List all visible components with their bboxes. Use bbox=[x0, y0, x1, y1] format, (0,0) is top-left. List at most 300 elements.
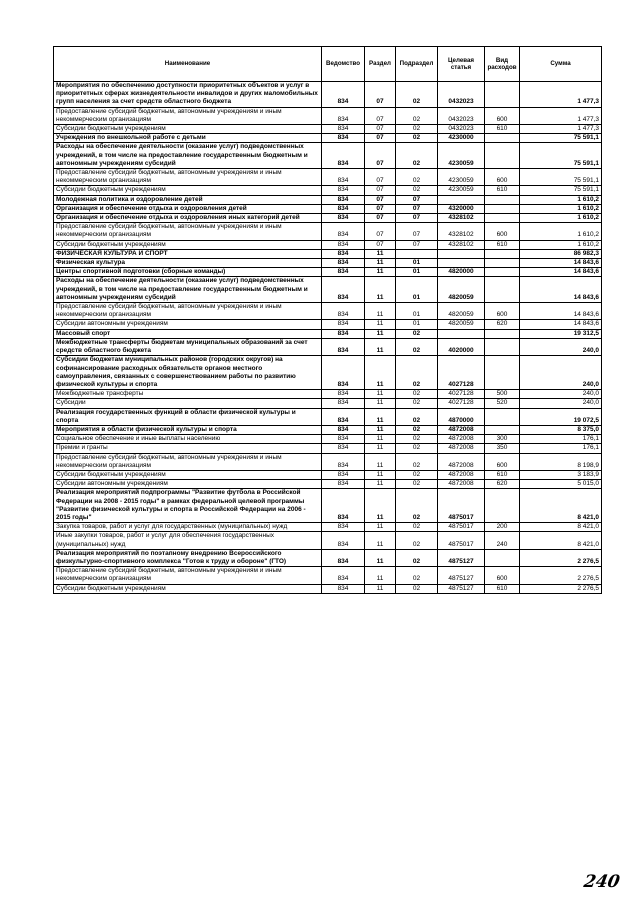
cell-dept: 834 bbox=[322, 489, 365, 523]
cell-dept: 834 bbox=[322, 549, 365, 566]
cell-target: 0432023 bbox=[438, 125, 485, 134]
cell-dept: 834 bbox=[322, 249, 365, 258]
cell-subsection: 07 bbox=[396, 214, 438, 223]
table-row bbox=[54, 444, 602, 453]
cell-target: 4027128 bbox=[438, 399, 485, 408]
cell-name: Мероприятия по обеспечению доступности приоритетных объектов и услуг в приоритетных сферах жизнедеятельности инвалидов и других маломобильных групп населения за счет средств областного бюджета bbox=[54, 82, 322, 108]
cell-name: Реализация мероприятий по поэтапному внедрению Всероссийского физкультурно-спортивного комплекса "Готов к труду и обороне" (ГТО) bbox=[54, 549, 322, 566]
cell-subsection: 02 bbox=[396, 567, 438, 584]
table-row bbox=[54, 303, 602, 320]
cell-exptype: 610 bbox=[485, 584, 520, 593]
cell-amount: 240,0 bbox=[520, 356, 602, 390]
table-row bbox=[54, 195, 602, 204]
cell-dept: 834 bbox=[322, 444, 365, 453]
cell-amount: 8 421,0 bbox=[520, 523, 602, 532]
cell-dept: 834 bbox=[322, 268, 365, 277]
cell-subsection: 02 bbox=[396, 134, 438, 143]
cell-target: 4230000 bbox=[438, 134, 485, 143]
cell-dept: 834 bbox=[322, 390, 365, 399]
cell-exptype: 610 bbox=[485, 186, 520, 195]
cell-name: Межбюджетные трансферты bbox=[54, 390, 322, 399]
cell-amount: 75 591,1 bbox=[520, 143, 602, 169]
cell-amount: 75 591,1 bbox=[520, 169, 602, 186]
cell-target: 0432023 bbox=[438, 107, 485, 124]
table-row bbox=[54, 584, 602, 593]
cell-amount: 75 591,1 bbox=[520, 186, 602, 195]
table-row bbox=[54, 549, 602, 566]
cell-name: Субсидии автономным учреждениям bbox=[54, 320, 322, 329]
cell-target bbox=[438, 259, 485, 268]
cell-name: Предоставление субсидий бюджетным, автономным учреждениям и иным некоммерческим организациям bbox=[54, 169, 322, 186]
cell-subsection: 01 bbox=[396, 277, 438, 303]
cell-name: Учреждения по внешкольной работе с детьми bbox=[54, 134, 322, 143]
cell-name: Центры спортивной подготовки (сборные команды) bbox=[54, 268, 322, 277]
cell-amount: 240,0 bbox=[520, 399, 602, 408]
cell-exptype: 600 bbox=[485, 567, 520, 584]
cell-section: 11 bbox=[365, 549, 396, 566]
cell-exptype bbox=[485, 195, 520, 204]
table-row bbox=[54, 435, 602, 444]
cell-name: Мероприятия в области физической культуры и спорта bbox=[54, 425, 322, 434]
cell-exptype: 200 bbox=[485, 523, 520, 532]
cell-exptype: 300 bbox=[485, 435, 520, 444]
cell-amount: 2 276,5 bbox=[520, 584, 602, 593]
cell-dept: 834 bbox=[322, 453, 365, 470]
cell-subsection: 02 bbox=[396, 435, 438, 444]
table-row bbox=[54, 125, 602, 134]
cell-target: 4328102 bbox=[438, 214, 485, 223]
cell-amount: 19 312,5 bbox=[520, 329, 602, 338]
cell-amount: 3 183,9 bbox=[520, 470, 602, 479]
cell-amount: 8 421,0 bbox=[520, 489, 602, 523]
header-name: Наименование bbox=[54, 47, 322, 82]
cell-target bbox=[438, 249, 485, 258]
cell-subsection: 02 bbox=[396, 399, 438, 408]
cell-amount: 8 375,0 bbox=[520, 425, 602, 434]
cell-section: 07 bbox=[365, 125, 396, 134]
header-section: Раздел bbox=[365, 47, 396, 82]
cell-section: 11 bbox=[365, 435, 396, 444]
cell-dept: 834 bbox=[322, 204, 365, 213]
cell-target: 0432023 bbox=[438, 82, 485, 108]
cell-name: Субсидии автономным учреждениям bbox=[54, 480, 322, 489]
cell-dept: 834 bbox=[322, 356, 365, 390]
header-dept: Ведомство bbox=[322, 47, 365, 82]
cell-dept: 834 bbox=[322, 82, 365, 108]
page-number: 240 bbox=[582, 872, 622, 892]
cell-target: 4875127 bbox=[438, 567, 485, 584]
cell-target: 4820059 bbox=[438, 277, 485, 303]
cell-exptype: 610 bbox=[485, 470, 520, 479]
cell-dept: 834 bbox=[322, 584, 365, 593]
cell-dept: 834 bbox=[322, 169, 365, 186]
cell-amount: 8 421,0 bbox=[520, 532, 602, 549]
table-row bbox=[54, 169, 602, 186]
cell-exptype: 240 bbox=[485, 532, 520, 549]
cell-target: 4872008 bbox=[438, 480, 485, 489]
cell-target: 4820059 bbox=[438, 320, 485, 329]
cell-subsection: 02 bbox=[396, 523, 438, 532]
cell-target: 4872008 bbox=[438, 453, 485, 470]
cell-dept: 834 bbox=[322, 303, 365, 320]
cell-subsection: 02 bbox=[396, 329, 438, 338]
cell-exptype: 610 bbox=[485, 240, 520, 249]
cell-target bbox=[438, 195, 485, 204]
cell-subsection: 02 bbox=[396, 470, 438, 479]
cell-amount: 240,0 bbox=[520, 338, 602, 355]
cell-target: 4027128 bbox=[438, 390, 485, 399]
cell-exptype bbox=[485, 549, 520, 566]
cell-dept: 834 bbox=[322, 259, 365, 268]
cell-subsection: 02 bbox=[396, 356, 438, 390]
cell-target: 4320000 bbox=[438, 204, 485, 213]
cell-target bbox=[438, 329, 485, 338]
budget-table bbox=[53, 46, 602, 594]
cell-amount: 1 610,2 bbox=[520, 204, 602, 213]
cell-exptype bbox=[485, 425, 520, 434]
cell-exptype bbox=[485, 489, 520, 523]
cell-section: 07 bbox=[365, 195, 396, 204]
cell-exptype: 600 bbox=[485, 169, 520, 186]
cell-subsection: 02 bbox=[396, 82, 438, 108]
cell-target: 4872008 bbox=[438, 444, 485, 453]
cell-exptype: 350 bbox=[485, 444, 520, 453]
cell-subsection bbox=[396, 249, 438, 258]
cell-target: 4820059 bbox=[438, 303, 485, 320]
cell-subsection: 02 bbox=[396, 532, 438, 549]
cell-section: 11 bbox=[365, 480, 396, 489]
table-row bbox=[54, 480, 602, 489]
table-row bbox=[54, 470, 602, 479]
cell-amount: 1 477,3 bbox=[520, 125, 602, 134]
cell-subsection: 02 bbox=[396, 453, 438, 470]
cell-section: 11 bbox=[365, 356, 396, 390]
cell-name: Субсидии bbox=[54, 399, 322, 408]
cell-dept: 834 bbox=[322, 399, 365, 408]
cell-section: 07 bbox=[365, 143, 396, 169]
cell-amount: 176,1 bbox=[520, 444, 602, 453]
cell-target: 4872008 bbox=[438, 435, 485, 444]
cell-exptype bbox=[485, 82, 520, 108]
cell-subsection: 02 bbox=[396, 489, 438, 523]
table-row bbox=[54, 82, 602, 108]
cell-amount: 1 610,2 bbox=[520, 195, 602, 204]
header-row bbox=[54, 47, 602, 82]
cell-dept: 834 bbox=[322, 223, 365, 240]
cell-exptype: 520 bbox=[485, 399, 520, 408]
cell-exptype bbox=[485, 408, 520, 425]
table-row bbox=[54, 277, 602, 303]
table-row bbox=[54, 425, 602, 434]
cell-dept: 834 bbox=[322, 435, 365, 444]
cell-dept: 834 bbox=[322, 470, 365, 479]
cell-name: Реализация государственных функций в области физической культуры и спорта bbox=[54, 408, 322, 425]
cell-subsection: 02 bbox=[396, 480, 438, 489]
header-amount: Сумма bbox=[520, 47, 602, 82]
cell-subsection: 02 bbox=[396, 549, 438, 566]
cell-subsection: 02 bbox=[396, 125, 438, 134]
table-row bbox=[54, 532, 602, 549]
cell-name: Предоставление субсидий бюджетным, автономным учреждениям и иным некоммерческим организациям bbox=[54, 567, 322, 584]
header-target: Целевая статья bbox=[438, 47, 485, 82]
cell-exptype: 500 bbox=[485, 390, 520, 399]
cell-name: Социальное обеспечение и иные выплаты населению bbox=[54, 435, 322, 444]
table-row bbox=[54, 338, 602, 355]
cell-name: Расходы на обеспечение деятельности (оказание услуг) подведомственных учреждений, в том числе на предоставление государственным бюджетным и автономным учреждениям субсидий bbox=[54, 277, 322, 303]
cell-dept: 834 bbox=[322, 338, 365, 355]
cell-dept: 834 bbox=[322, 320, 365, 329]
cell-section: 11 bbox=[365, 249, 396, 258]
table-row bbox=[54, 408, 602, 425]
cell-subsection: 02 bbox=[396, 584, 438, 593]
cell-exptype bbox=[485, 143, 520, 169]
cell-amount: 2 276,5 bbox=[520, 567, 602, 584]
cell-section: 11 bbox=[365, 399, 396, 408]
cell-amount: 14 843,6 bbox=[520, 303, 602, 320]
cell-exptype bbox=[485, 277, 520, 303]
table-row bbox=[54, 143, 602, 169]
cell-subsection: 02 bbox=[396, 390, 438, 399]
cell-target: 4820000 bbox=[438, 268, 485, 277]
cell-name: Предоставление субсидий бюджетным, автономным учреждениям и иным некоммерческим организациям bbox=[54, 453, 322, 470]
cell-subsection: 07 bbox=[396, 204, 438, 213]
cell-subsection: 07 bbox=[396, 223, 438, 240]
table-row bbox=[54, 356, 602, 390]
cell-section: 11 bbox=[365, 259, 396, 268]
cell-subsection: 02 bbox=[396, 143, 438, 169]
cell-subsection: 02 bbox=[396, 107, 438, 124]
cell-exptype bbox=[485, 329, 520, 338]
cell-section: 11 bbox=[365, 453, 396, 470]
cell-target: 4872008 bbox=[438, 425, 485, 434]
cell-subsection: 01 bbox=[396, 259, 438, 268]
cell-section: 11 bbox=[365, 329, 396, 338]
cell-amount: 5 015,0 bbox=[520, 480, 602, 489]
cell-name: Субсидии бюджетным учреждениям bbox=[54, 240, 322, 249]
cell-name: Массовый спорт bbox=[54, 329, 322, 338]
cell-dept: 834 bbox=[322, 143, 365, 169]
cell-dept: 834 bbox=[322, 408, 365, 425]
table-row bbox=[54, 320, 602, 329]
cell-target: 4875017 bbox=[438, 489, 485, 523]
cell-subsection: 02 bbox=[396, 338, 438, 355]
cell-name: Иные закупки товаров, работ и услуг для обеспечения государственных (муниципальных) нужд bbox=[54, 532, 322, 549]
cell-subsection: 07 bbox=[396, 195, 438, 204]
cell-section: 11 bbox=[365, 338, 396, 355]
cell-exptype bbox=[485, 204, 520, 213]
cell-section: 11 bbox=[365, 268, 396, 277]
cell-amount: 75 591,1 bbox=[520, 134, 602, 143]
cell-name: Субсидии бюджетам муниципальных районов (городских округов) на софинансирование расходных обязательств органов местного самоуправления, связанных с совершенствованием работы по развитию физической культуры и спорта bbox=[54, 356, 322, 390]
cell-section: 07 bbox=[365, 204, 396, 213]
table-row bbox=[54, 240, 602, 249]
cell-dept: 834 bbox=[322, 567, 365, 584]
cell-dept: 834 bbox=[322, 134, 365, 143]
cell-exptype: 610 bbox=[485, 125, 520, 134]
cell-section: 11 bbox=[365, 567, 396, 584]
cell-amount: 14 843,6 bbox=[520, 320, 602, 329]
cell-subsection: 02 bbox=[396, 169, 438, 186]
cell-target: 4875127 bbox=[438, 584, 485, 593]
cell-section: 11 bbox=[365, 408, 396, 425]
cell-target: 4872008 bbox=[438, 470, 485, 479]
table-row bbox=[54, 204, 602, 213]
cell-dept: 834 bbox=[322, 277, 365, 303]
cell-dept: 834 bbox=[322, 523, 365, 532]
cell-amount: 8 198,9 bbox=[520, 453, 602, 470]
cell-section: 07 bbox=[365, 107, 396, 124]
cell-section: 11 bbox=[365, 532, 396, 549]
table-body bbox=[54, 82, 602, 594]
cell-dept: 834 bbox=[322, 532, 365, 549]
cell-target: 4870000 bbox=[438, 408, 485, 425]
cell-section: 07 bbox=[365, 169, 396, 186]
table-row bbox=[54, 134, 602, 143]
cell-target: 4875017 bbox=[438, 523, 485, 532]
cell-exptype: 600 bbox=[485, 303, 520, 320]
cell-target: 4230059 bbox=[438, 143, 485, 169]
cell-dept: 834 bbox=[322, 425, 365, 434]
cell-section: 11 bbox=[365, 523, 396, 532]
table-row bbox=[54, 489, 602, 523]
cell-dept: 834 bbox=[322, 329, 365, 338]
cell-name: Предоставление субсидий бюджетным, автономным учреждениям и иным некоммерческим организациям bbox=[54, 223, 322, 240]
cell-section: 07 bbox=[365, 186, 396, 195]
cell-amount: 1 610,2 bbox=[520, 240, 602, 249]
cell-amount: 14 843,6 bbox=[520, 259, 602, 268]
cell-target: 4230059 bbox=[438, 169, 485, 186]
cell-target: 4020000 bbox=[438, 338, 485, 355]
cell-subsection: 02 bbox=[396, 444, 438, 453]
table-row bbox=[54, 107, 602, 124]
table-row bbox=[54, 399, 602, 408]
cell-subsection: 01 bbox=[396, 320, 438, 329]
cell-subsection: 02 bbox=[396, 425, 438, 434]
cell-exptype: 600 bbox=[485, 107, 520, 124]
cell-name: Организация и обеспечение отдыха и оздоровления иных категорий детей bbox=[54, 214, 322, 223]
cell-dept: 834 bbox=[322, 125, 365, 134]
cell-exptype bbox=[485, 356, 520, 390]
cell-exptype: 620 bbox=[485, 320, 520, 329]
table-row bbox=[54, 567, 602, 584]
cell-amount: 240,0 bbox=[520, 390, 602, 399]
cell-name: Расходы на обеспечение деятельности (оказание услуг) подведомственных учреждений, в том числе на предоставление государственным бюджетным и автономным учреждениям субсидий bbox=[54, 143, 322, 169]
cell-exptype bbox=[485, 259, 520, 268]
cell-amount: 14 843,6 bbox=[520, 277, 602, 303]
table-row bbox=[54, 249, 602, 258]
cell-exptype bbox=[485, 268, 520, 277]
cell-dept: 834 bbox=[322, 195, 365, 204]
cell-subsection: 02 bbox=[396, 408, 438, 425]
cell-exptype bbox=[485, 249, 520, 258]
cell-amount: 86 982,3 bbox=[520, 249, 602, 258]
cell-exptype bbox=[485, 134, 520, 143]
cell-section: 07 bbox=[365, 82, 396, 108]
header-subsection: Подраздел bbox=[396, 47, 438, 82]
cell-section: 11 bbox=[365, 444, 396, 453]
table-row bbox=[54, 268, 602, 277]
cell-target: 4328102 bbox=[438, 223, 485, 240]
cell-name: Организация и обеспечение отдыха и оздоровления детей bbox=[54, 204, 322, 213]
cell-section: 11 bbox=[365, 470, 396, 479]
cell-exptype: 600 bbox=[485, 453, 520, 470]
cell-exptype: 600 bbox=[485, 223, 520, 240]
cell-dept: 834 bbox=[322, 107, 365, 124]
cell-name: ФИЗИЧЕСКАЯ КУЛЬТУРА И СПОРТ bbox=[54, 249, 322, 258]
cell-name: Предоставление субсидий бюджетным, автономным учреждениям и иным некоммерческим организациям bbox=[54, 303, 322, 320]
cell-name: Субсидии бюджетным учреждениям bbox=[54, 584, 322, 593]
cell-subsection: 02 bbox=[396, 186, 438, 195]
cell-name: Закупка товаров, работ и услуг для государственных (муниципальных) нужд bbox=[54, 523, 322, 532]
cell-name: Субсидии бюджетным учреждениям bbox=[54, 125, 322, 134]
cell-target: 4875017 bbox=[438, 532, 485, 549]
table-row bbox=[54, 186, 602, 195]
cell-name: Молодежная политика и оздоровление детей bbox=[54, 195, 322, 204]
cell-section: 11 bbox=[365, 303, 396, 320]
cell-amount: 176,1 bbox=[520, 435, 602, 444]
cell-exptype bbox=[485, 338, 520, 355]
cell-section: 11 bbox=[365, 320, 396, 329]
cell-section: 07 bbox=[365, 134, 396, 143]
table-row bbox=[54, 214, 602, 223]
cell-name: Предоставление субсидий бюджетным, автономным учреждениям и иным некоммерческим организациям bbox=[54, 107, 322, 124]
cell-target: 4328102 bbox=[438, 240, 485, 249]
cell-target: 4230059 bbox=[438, 186, 485, 195]
cell-amount: 1 610,2 bbox=[520, 223, 602, 240]
table-row bbox=[54, 390, 602, 399]
cell-amount: 19 072,5 bbox=[520, 408, 602, 425]
cell-dept: 834 bbox=[322, 186, 365, 195]
cell-name: Субсидии бюджетным учреждениям bbox=[54, 470, 322, 479]
cell-subsection: 07 bbox=[396, 240, 438, 249]
cell-section: 07 bbox=[365, 214, 396, 223]
cell-amount: 2 276,5 bbox=[520, 549, 602, 566]
cell-name: Физическая культура bbox=[54, 259, 322, 268]
header-exptype: Вид расходов bbox=[485, 47, 520, 82]
cell-amount: 1 477,3 bbox=[520, 107, 602, 124]
table-row bbox=[54, 523, 602, 532]
cell-section: 11 bbox=[365, 489, 396, 523]
cell-exptype bbox=[485, 214, 520, 223]
table-row bbox=[54, 329, 602, 338]
cell-amount: 1 610,2 bbox=[520, 214, 602, 223]
cell-subsection: 01 bbox=[396, 303, 438, 320]
cell-name: Премии и гранты bbox=[54, 444, 322, 453]
table-header bbox=[54, 47, 602, 82]
cell-name: Межбюджетные трансферты бюджетам муниципальных образований за счет средств областного бюджета bbox=[54, 338, 322, 355]
cell-amount: 1 477,3 bbox=[520, 82, 602, 108]
table-row bbox=[54, 259, 602, 268]
cell-section: 11 bbox=[365, 584, 396, 593]
cell-target: 4027128 bbox=[438, 356, 485, 390]
cell-amount: 14 843,6 bbox=[520, 268, 602, 277]
cell-subsection: 01 bbox=[396, 268, 438, 277]
cell-section: 07 bbox=[365, 223, 396, 240]
cell-dept: 834 bbox=[322, 480, 365, 489]
cell-dept: 834 bbox=[322, 214, 365, 223]
cell-section: 11 bbox=[365, 390, 396, 399]
cell-dept: 834 bbox=[322, 240, 365, 249]
table-row bbox=[54, 453, 602, 470]
cell-section: 11 bbox=[365, 425, 396, 434]
cell-exptype: 620 bbox=[485, 480, 520, 489]
cell-section: 11 bbox=[365, 277, 396, 303]
cell-name: Реализация мероприятий подпрограммы "Развитие футбола в Российской Федерации на 2008 - 2015 годы" в рамках федеральной целевой программы "Развитие физической культуры и спорта в Российской Федерации на 2006 - 2015 годы" bbox=[54, 489, 322, 523]
cell-name: Субсидии бюджетным учреждениям bbox=[54, 186, 322, 195]
table-row bbox=[54, 223, 602, 240]
cell-target: 4875127 bbox=[438, 549, 485, 566]
cell-section: 07 bbox=[365, 240, 396, 249]
